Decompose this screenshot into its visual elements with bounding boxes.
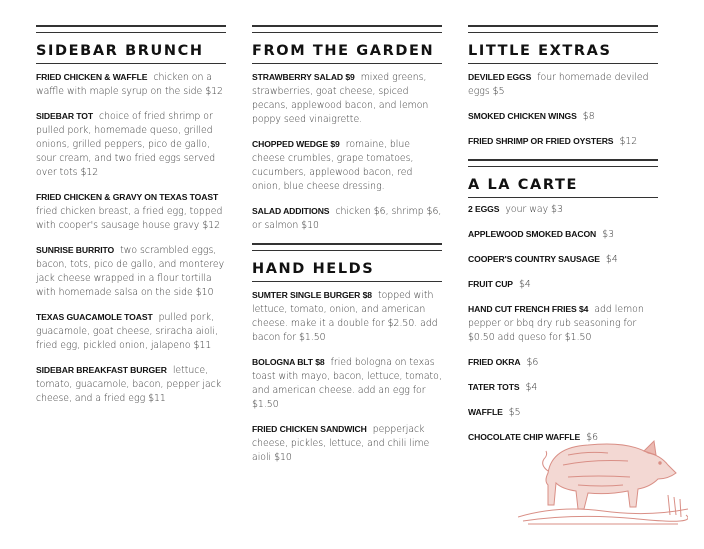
menu-item-name: FRIED CHICKEN & GRAVY ON TEXAS TOAST [36, 192, 219, 202]
divider [252, 281, 442, 282]
menu-item [252, 70, 442, 127]
menu-item-name: SUMTER SINGLE BURGER $8 [252, 290, 372, 300]
menu-item-description: $4 [518, 279, 531, 290]
menu-item [468, 405, 658, 420]
divider [468, 197, 658, 198]
section-title-extras: LITTLE EXTRAS [468, 43, 612, 59]
menu-item [252, 137, 442, 194]
divider [252, 243, 442, 251]
menu-item-name: BOLOGNA BLT $8 [252, 357, 325, 367]
menu-item-name: WAFFLE [468, 407, 503, 417]
menu-item-name: SIDEBAR BREAKFAST BURGER [36, 365, 167, 375]
menu-item-name: SALAD ADDITIONS [252, 206, 330, 216]
column-extras [468, 25, 658, 445]
divider [468, 63, 658, 64]
divider [252, 63, 442, 64]
menu-item-name: SUNRISE BURRITO [36, 245, 115, 255]
menu-item [468, 202, 658, 217]
menu-item [252, 204, 442, 233]
menu-item [36, 109, 226, 180]
menu-item [252, 288, 442, 345]
menu-item-name: SIDEBAR TOT [36, 111, 93, 121]
menu-item-name: FRIED CHICKEN SANDWICH [252, 424, 367, 434]
menu-item [468, 380, 658, 395]
menu-item [252, 355, 442, 412]
menu-item-description: pulled pork, guacamole, goat cheese, sriracha aioli, fried egg, pickled onion, jalapeno $11 [36, 312, 218, 351]
menu-item-name: FRIED CHICKEN & WAFFLE [36, 72, 148, 82]
menu-item-name: HAND CUT FRENCH FRIES $4 [468, 304, 589, 314]
menu-item-description: two scrambled eggs, bacon, tots, pico de gallo, and monterey jack cheese wrapped in a flour tortilla with homemade salsa on the side $10 [36, 245, 225, 298]
menu-item [468, 227, 658, 242]
menu-item-name: APPLEWOOD SMOKED BACON [468, 229, 597, 239]
menu-item-name: FRIED OKRA [468, 357, 521, 367]
pig-icon [518, 425, 688, 525]
menu-item-description: $8 [582, 111, 595, 122]
menu-item-description: $12 [619, 136, 638, 147]
menu-item-description: choice of fried shrimp or pulled pork, homemade queso, grilled onions, grilled peppers, pico de gallo, sour cream, and two fried eggs served over tots $12 [36, 111, 216, 178]
column-garden [252, 25, 442, 465]
menu-item-name: CHOCOLATE CHIP WAFFLE [468, 432, 581, 442]
menu-item-description: mixed greens, strawberries, goat cheese, spiced pecans, applewood bacon, and lemon poppy seed vinaigrette. [252, 72, 429, 125]
menu-item-description: $6 [586, 432, 599, 443]
menu-item-description: topped with lettuce, tomato, onion, and american cheese. make it a double for $2.50. add bacon for $1.50 [252, 290, 438, 343]
menu-item-name: 2 EGGS [468, 204, 500, 214]
menu-item-description: lettuce, tomato, guacamole, bacon, pepper jack cheese, and a fried egg $11 [36, 365, 222, 404]
divider [252, 25, 442, 33]
menu-item [36, 190, 226, 233]
section-title-alacarte: A LA CARTE [468, 177, 578, 193]
menu-item-description: $6 [526, 357, 539, 368]
menu-item [36, 363, 226, 406]
menu-item-name: DEVILED EGGS [468, 72, 532, 82]
menu-item-description: romaine, blue cheese crumbles, grape tomatoes, cucumbers, applewood bacon, red onion, blue cheese dressing. [252, 139, 414, 192]
divider [36, 63, 226, 64]
section-title-garden: FROM THE GARDEN [252, 43, 435, 59]
menu-item-description: four homemade deviled eggs $5 [468, 72, 649, 97]
brunch-item-list [36, 70, 226, 406]
divider [36, 25, 226, 33]
menu-item-description: pepperjack cheese, pickles, lettuce, and chili lime aioli $10 [252, 424, 430, 463]
menu-item [468, 355, 658, 370]
menu-item-description: fried chicken breast, a fried egg, topped with cooper's sausage house gravy $12 [36, 206, 223, 231]
menu-item-name: FRUIT CUP [468, 279, 513, 289]
menu-item [468, 277, 658, 292]
extras-item-list [468, 70, 658, 149]
menu-item [468, 252, 658, 267]
menu-item-name: TEXAS GUACAMOLE TOAST [36, 312, 153, 322]
alacarte-item-list [468, 202, 658, 445]
menu-item-description: chicken on a waffle with maple syrup on the side $12 [36, 72, 223, 97]
handhelds-item-list [252, 288, 442, 465]
menu-item-description: $4 [525, 382, 538, 393]
menu-item-description: $5 [508, 407, 521, 418]
menu-item [252, 422, 442, 465]
section-title-handhelds: HAND HELDS [252, 261, 375, 277]
menu-item-name: CHOPPED WEDGE $9 [252, 139, 340, 149]
menu-item-name: SMOKED CHICKEN WINGS [468, 111, 577, 121]
menu-item [468, 134, 658, 149]
menu-item-description: fried bologna on texas toast with mayo, bacon, lettuce, tomato, and american cheese. add an egg for $1.50 [252, 357, 442, 410]
menu-item [36, 310, 226, 353]
menu-item [468, 302, 658, 345]
menu-item-name: FRIED SHRIMP OR FRIED OYSTERS [468, 136, 614, 146]
garden-item-list [252, 70, 442, 233]
section-title-brunch: SIDEBAR BRUNCH [36, 43, 204, 59]
menu-item [468, 70, 658, 99]
divider [468, 159, 658, 167]
menu-item-description: chicken $6, shrimp $6, or salmon $10 [252, 206, 442, 231]
menu-item-name: COOPER'S COUNTRY SAUSAGE [468, 254, 600, 264]
menu-item-description: your way $3 [505, 204, 563, 215]
menu-item [36, 70, 226, 99]
column-brunch [36, 25, 226, 406]
menu-item-description: $3 [602, 229, 614, 240]
menu-item-name: TATER TOTS [468, 382, 520, 392]
menu-item [468, 109, 658, 124]
menu-item-description: add lemon pepper or bbq dry rub seasoning for $0.50 add queso for $1.50 [468, 304, 644, 343]
menu-item-name: STRAWBERRY SALAD $9 [252, 72, 355, 82]
divider [468, 25, 658, 33]
menu-item-description: $4 [605, 254, 618, 265]
menu-item [36, 243, 226, 300]
